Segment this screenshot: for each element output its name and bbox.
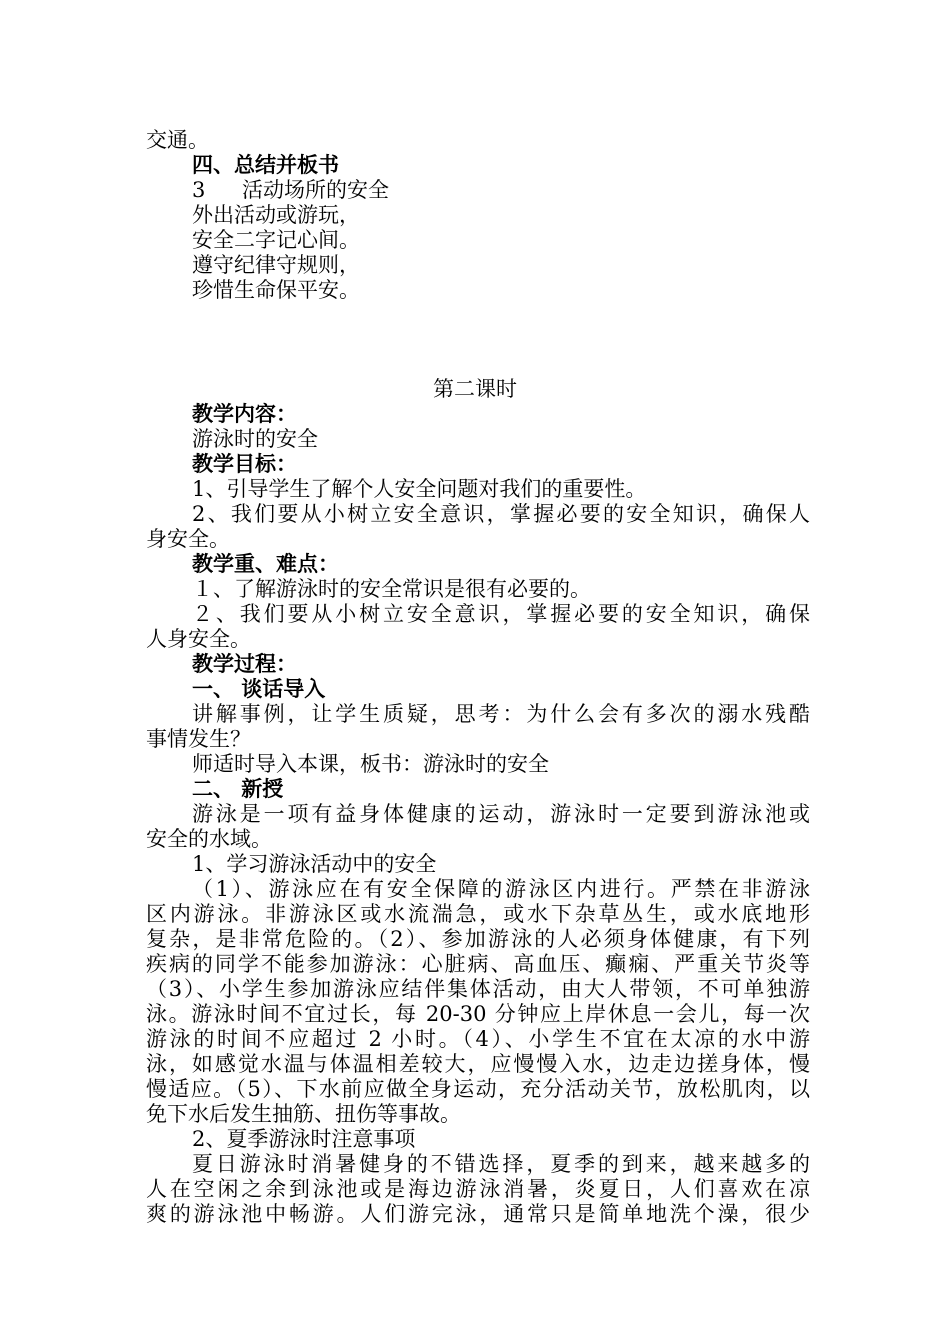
keypoint-item-continued: 人身安全。 <box>146 627 251 651</box>
paragraph-line: 人在空闲之余到泳池或是海边游泳消暑，炎夏日，人们喜欢在凉 <box>146 1177 810 1201</box>
poem-line: 外出活动或游玩， <box>192 203 360 227</box>
process-label: 教学过程： <box>192 652 297 676</box>
paragraph-line: 游泳是一项有益身体健康的运动，游泳时一定要到游泳池或 <box>192 802 810 826</box>
subtitle-number: 3 <box>192 178 206 202</box>
paragraph-line: 复杂，是非常危险的。（2）、参加游泳的人必须身体健康，有下列 <box>146 927 810 951</box>
paragraph-line: 师适时导入本课，板书：游泳时的安全 <box>192 752 549 776</box>
step2-heading: 二、 新授 <box>192 777 284 801</box>
keypoint-item: ２、我们要从小树立安全意识，掌握必要的安全知识，确保 <box>192 602 810 626</box>
text-line: 交通。 <box>146 128 209 152</box>
paragraph-line: 区内游泳。非游泳区或水流湍急，或水下杂草丛生，或水底地形 <box>146 902 810 926</box>
content-text: 游泳时的安全 <box>192 427 318 451</box>
goal-item: 2、我们要从小树立安全意识，掌握必要的安全知识，确保人 <box>192 502 810 526</box>
poem-line: 珍惜生命保平安。 <box>192 278 360 302</box>
paragraph-line: （1）、游泳应在有安全保障的游泳区内进行。严禁在非游泳 <box>192 877 810 901</box>
lesson-title: 第二课时 <box>433 377 517 401</box>
paragraph-line: 安全的水域。 <box>146 827 272 851</box>
keypoints-label: 教学重、难点： <box>192 552 339 576</box>
paragraph-line: 爽的游泳池中畅游。人们游完泳，通常只是简单地洗个澡，很少 <box>146 1202 810 1226</box>
paragraph-line: 讲解事例，让学生质疑，思考：为什么会有多次的溺水残酷 <box>192 702 810 726</box>
goals-label: 教学目标： <box>192 452 297 476</box>
paragraph-line: 慢适应。（5）、下水前应做全身运动，充分活动关节，放松肌肉，以 <box>146 1077 810 1101</box>
step1-heading: 一、 谈话导入 <box>192 677 326 701</box>
keypoint-item: １、了解游泳时的安全常识是很有必要的。 <box>192 577 591 601</box>
subtitle-line <box>192 178 810 203</box>
section-title: 1、学习游泳活动中的安全 <box>192 852 437 876</box>
section-title: 2、夏季游泳时注意事项 <box>192 1127 416 1151</box>
paragraph-line: 疾病的同学不能参加游泳：心脏病、高血压、癫痫、严重关节炎等 <box>146 952 810 976</box>
paragraph-line: 事情发生？ <box>146 727 251 751</box>
poem-line: 安全二字记心间。 <box>192 228 360 252</box>
goal-item: 1、引导学生了解个人安全问题对我们的重要性。 <box>192 477 647 501</box>
subtitle-text: 活动场所的安全 <box>242 178 389 202</box>
poem-line: 遵守纪律守规则， <box>192 253 360 277</box>
paragraph-line: （3）、小学生参加游泳应结伴集体活动，由大人带领，不可单独游 <box>146 977 810 1001</box>
content-label: 教学内容： <box>192 402 297 426</box>
paragraph-line: 夏日游泳时消暑健身的不错选择，夏季的到来，越来越多的 <box>192 1152 810 1176</box>
goal-item-continued: 身安全。 <box>146 527 230 551</box>
paragraph-line: 泳，如感觉水温与体温相差较大，应慢慢入水，边走边搓身体，慢 <box>146 1052 810 1076</box>
paragraph-line: 泳。游泳时间不宜过长，每 20-30 分钟应上岸休息一会儿，每一次 <box>146 1002 810 1026</box>
paragraph-line: 免下水后发生抽筋、扭伤等事故。 <box>146 1102 461 1126</box>
paragraph-line: 游泳的时间不应超过 2 小时。（4）、小学生不宜在太凉的水中游 <box>146 1027 810 1051</box>
section-heading-summary: 四、总结并板书 <box>192 153 339 177</box>
